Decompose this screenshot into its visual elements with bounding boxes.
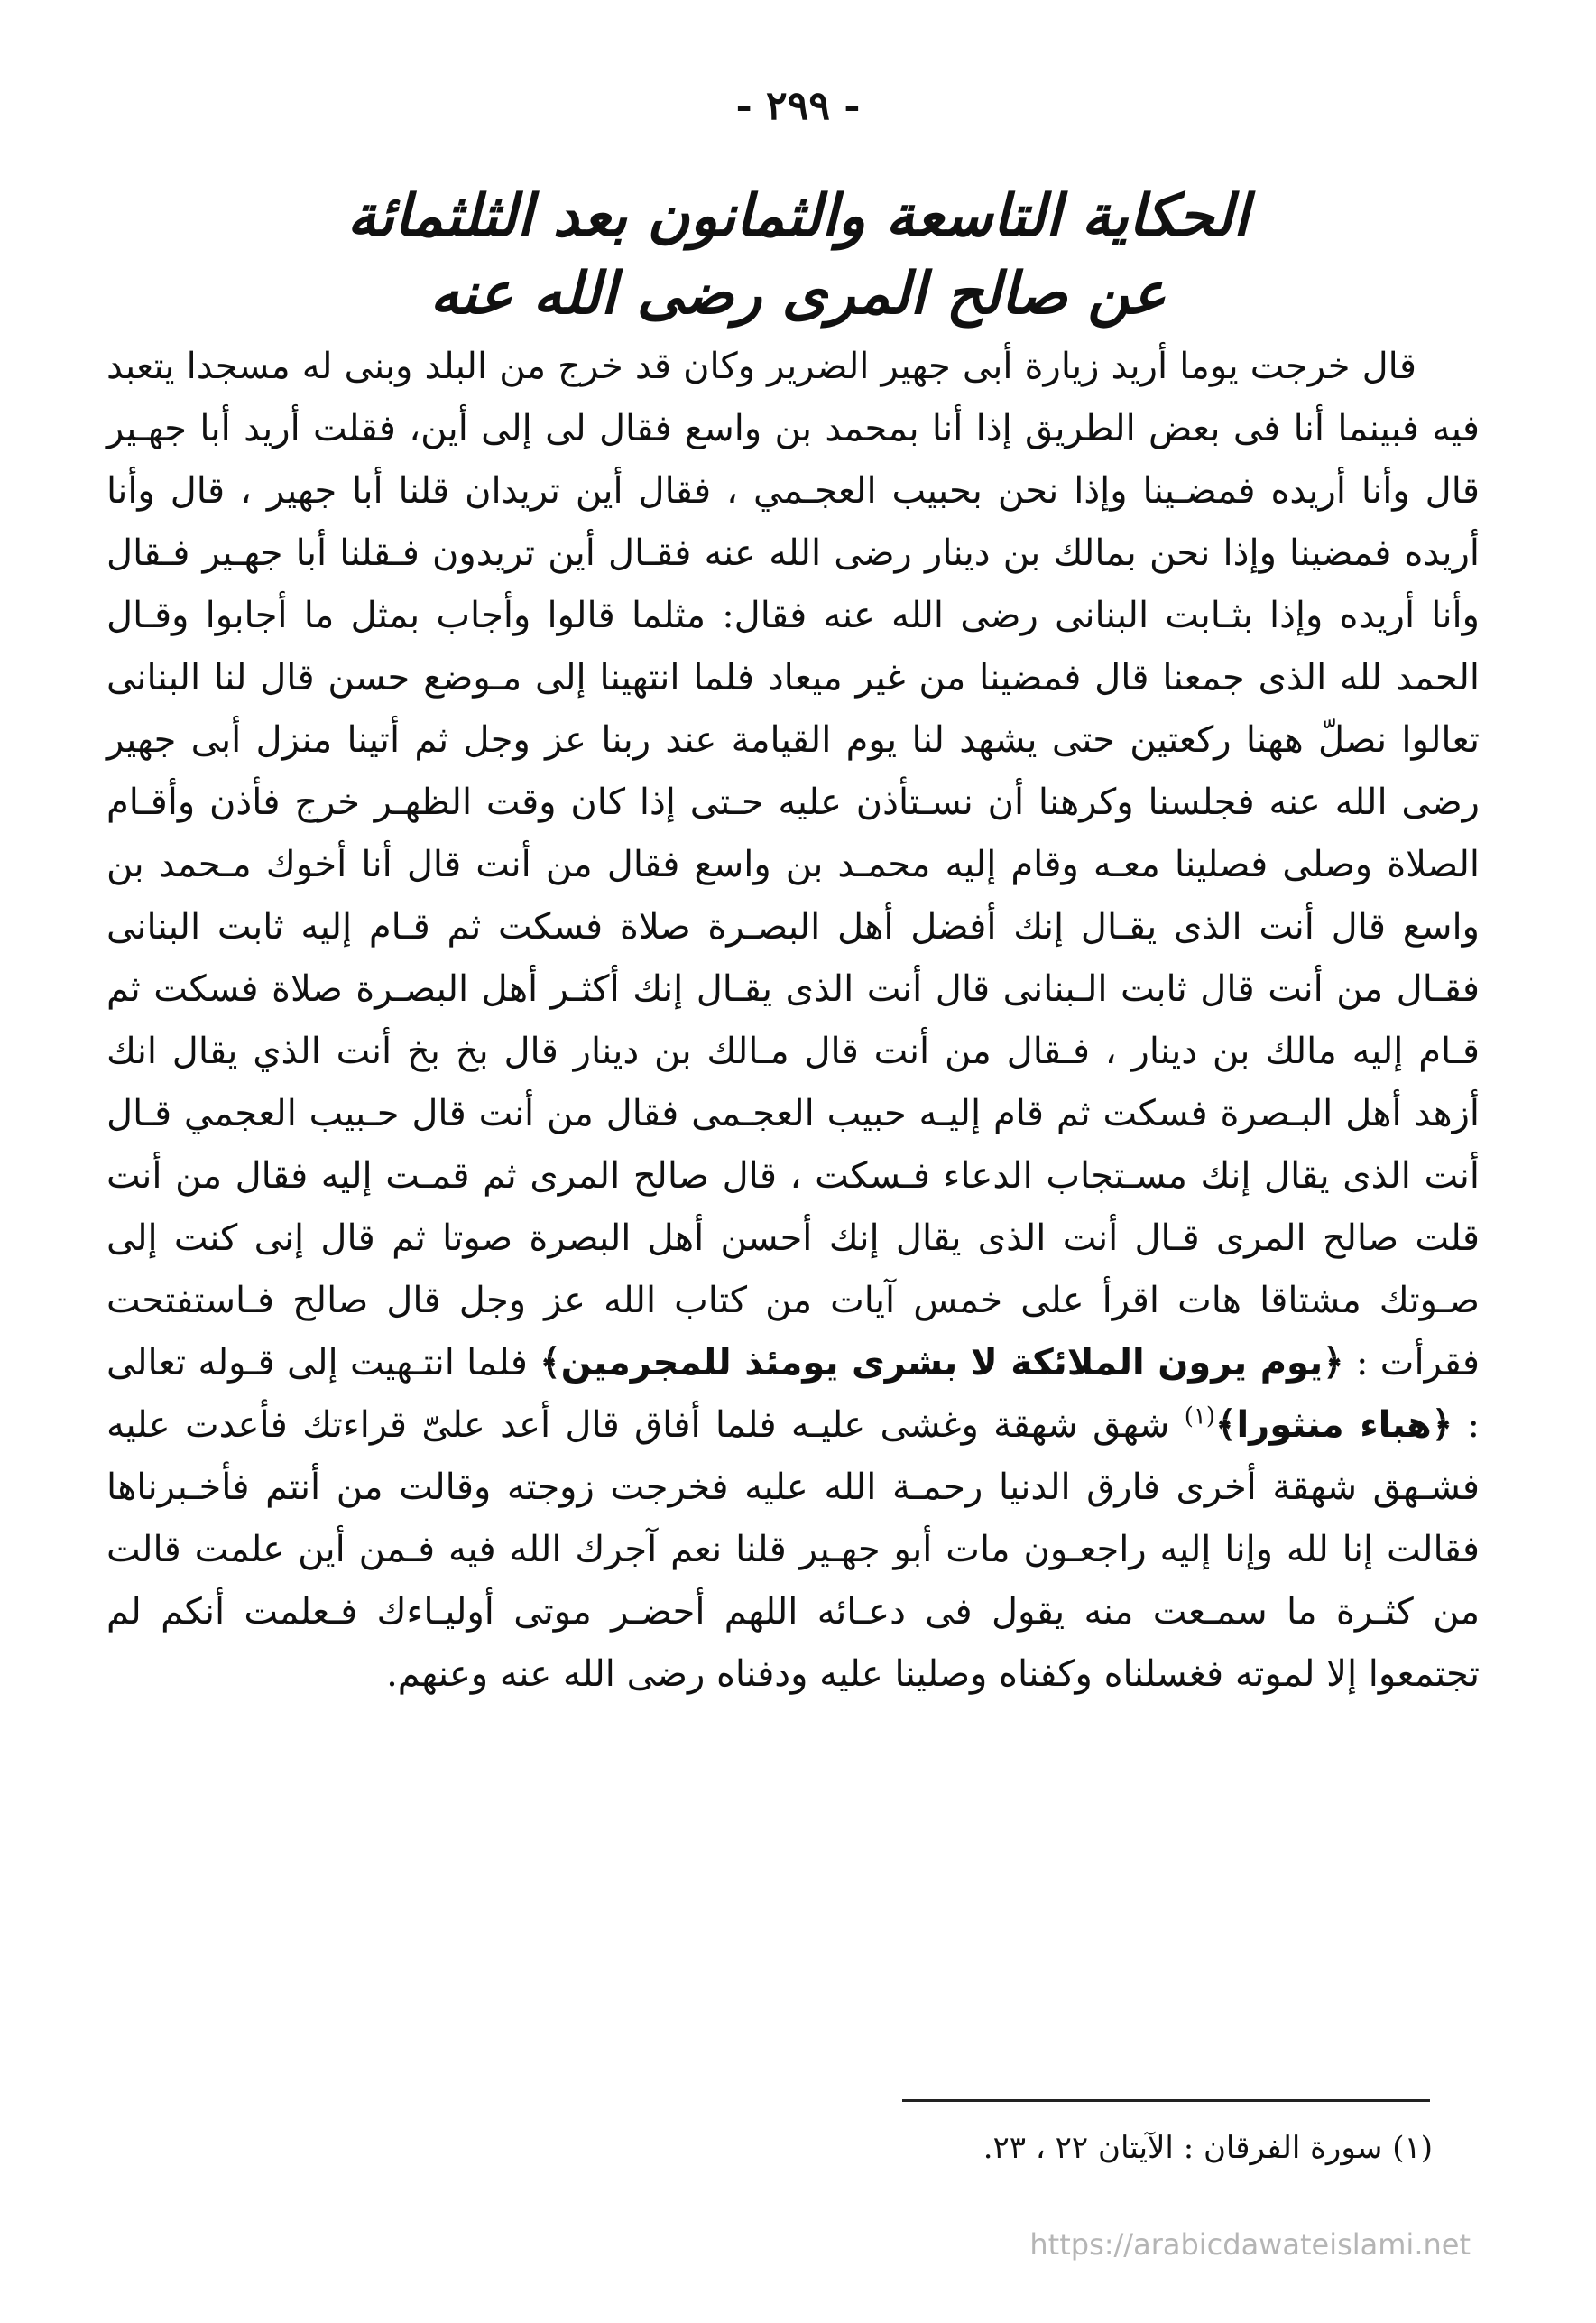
footnote: (١) سورة الفرقان : الآيتان ٢٢ ، ٢٣. <box>983 2130 1433 2166</box>
page-number: - ٢٩٩ - <box>735 83 861 129</box>
quran-verse-1: ﴿يوم يرون الملائكة لا بشرى يومئذ للمجرمين﴾ <box>540 1342 1344 1384</box>
story-text-part-1: قال خرجت يوما أريد زيارة أبى جهير الضرير وكان قد خرج من البلد وبنى له مسجدا يتعبد فيه فبينما أنا فى بعض الطريق إذا أنا بمحمد بن واسع فقال لى إلى أين، فقلت أريد أبا جهـير قال وأنا أريده فمضـينا وإذا نحن بحبيب العجـمي ، فقال أين تريدان قلنا أبا جهير ، قال وأنا أريده فمضينا وإذا نحن بمالك بن دينار رضى الله عنه فقـال أين تريدون فـقلنا أبا جهـير فـقال وأنا أريده وإذا بثـابت البنانى رضى الله عنه فقال: مثلما قالوا وأجاب بمثل ما أجابوا وقـال الحمد لله الذى جمعنا قال فمضينا من غير ميعاد فلما انتهينا إلى مـوضع حسن قال لنا البنانى تعالوا نصلّ ههنا ركعتين حتى يشهد لنا يوم القيامة عند ربنا عز وجل ثم أتينا منزل أبى جهير رضى الله عنه فجلسنا وكرهنا أن نسـتأذن عليه حـتى إذا كان وقت الظهـر خرج فأذن وأقـام الصلاة وصلى فصلينا معـه وقام إليه محمـد بن واسع فقال من أنت قال أنا أخوك مـحمد بن واسع قال أنت الذى يقـال إنك أفضل أهل البصـرة صلاة فسكت ثم قـام إليه ثابت البنانى فقـال من أنت قال ثابت الـبنانى قال أنت الذى يقـال إنك أكثـر أهل البصـرة صلاة فسكت ثم قـام إليه مالك بن دينار ، فـقال من أنت قال مـالك بن دينار قال بخ بخ أنت الذي يقال انك أزهد أهل البـصرة فسكت ثم قام إليـه حبيب العجـمى فقال من أنت قال حـبيب العجمي قـال أنت الذى يقال إنك مسـتجاب الدعاء فـسكت ، قال صالح المرى ثم قمـت إليه فقال من أنت قلت صالح المرى قـال أنت الذى يقال إنك أحسن أهل البصرة صوتا ثم قال إنى كنت إلى صـوتك مشتاقا هات اقرأ على خمس آيات من كتاب الله عز وجل قال صالح فـاستفتحت فقرأت : <box>106 346 1481 1384</box>
chapter-title: الحكاية التاسعة والثمانون بعد الثلثمائة <box>346 183 1250 250</box>
story-text-part-2: فلما انتـهيت إلى قـوله تعالى : <box>106 1342 1480 1446</box>
story-paragraph <box>106 336 1480 1706</box>
chapter-subtitle: عن صالح المرى رضى الله عنه <box>429 261 1167 328</box>
quran-verse-2: ﴿هباء منثورا﴾ <box>1215 1404 1453 1446</box>
watermark-url: https://arabicdawateislami.net <box>1029 2227 1471 2262</box>
footnote-divider <box>902 2099 1430 2102</box>
footnote-reference: (١) <box>1184 1402 1216 1430</box>
story-body <box>106 336 1480 1706</box>
story-text-part-3: شهق شهقة وغشى عليـه فلما أفاق قال أعد علىّ قراءتك فأعدت عليه فشـهق شهقة أخرى فارق الدنيا رحمـة الله عليه فخرجت زوجته وقالت من أنتم فأخـبرناها فقالت إنا لله وإنا إليه راجعـون مات أبو جهـير قلنا نعم آجرك الله فيه فـمن أين علمت قالت من كثـرة ما سمـعت منه يقول فى دعـائه اللهم أحضـر موتى أوليـاءك فـعلمت أنكم لم تجتمعوا إلا لموته فغسلناه وكفناه وصلينا عليه ودفناه رضى الله عنه وعنهم. <box>106 1404 1480 1695</box>
